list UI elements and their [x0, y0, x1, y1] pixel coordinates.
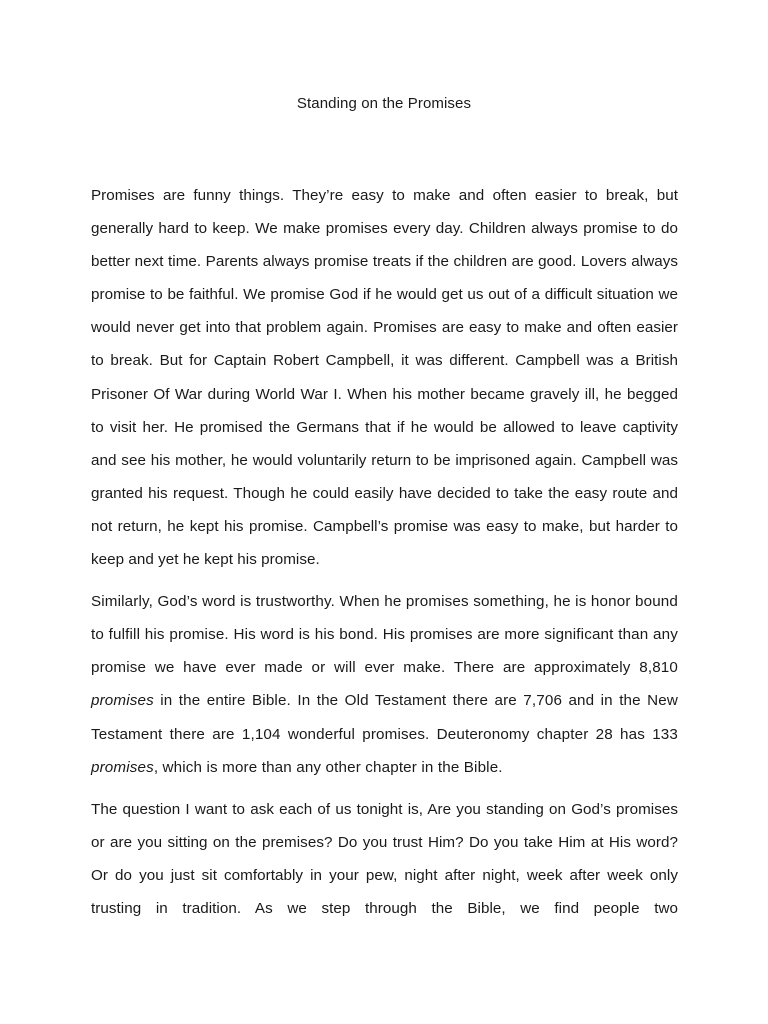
paragraph-text: in the entire Bible. In the Old Testament there are 7,706 and in the New Testament there are 1,104 wonderful promises. Deuteronomy chapter 28 has 133: [91, 692, 678, 743]
paragraph-question: [91, 793, 678, 925]
paragraph-text: Promises are funny things. They’re easy to make and often easier to break, but generally hard to keep. We make promises every day. Children always promise to do better next time. Parents always promise treats if the children are good. Lovers always promise to be faithful. We promise God if he would get us out of a difficult situation we would never get into that problem again. Promises are easy to make and often easier to break. But for Captain Robert Campbell, it was different. Campbell was a British Prisoner Of War during World War I. When his mother became gravely ill, he begged to visit her. He promised the Germans that if he would be allowed to leave captivity and see his mother, he would voluntarily return to be imprisoned again. Campbell was granted his request. Though he could easily have decided to take the easy route and not return, he kept his promise. Campbell’s promise was easy to make, but harder to keep and yet he kept his promise.: [91, 187, 678, 569]
paragraph-promises-count: [91, 585, 678, 784]
document-body: [91, 179, 678, 934]
paragraph-text: , which is more than any other chapter in the Bible.: [153, 758, 503, 776]
italic-word: promises: [91, 758, 154, 776]
document-title: Standing on the Promises: [296, 95, 472, 112]
paragraph-text: The question I want to ask each of us tonight is, Are you standing on God’s promises or are you sitting on the premises? Do you trust Him? Do you take Him at His word? Or do you just sit comfortably in your pew, night after night, week after week only trusting in tradition. As we step through the Bible, we find people two: [91, 800, 678, 917]
italic-word: promises: [91, 692, 154, 710]
paragraph-text: Similarly, God’s word is trustworthy. When he promises something, he is honor bound to fulfill his promise. His word is his bond. His promises are more significant than any promise we have ever made or will ever make. There are approximately 8,810: [91, 593, 678, 677]
paragraph-campbell: [91, 179, 678, 576]
